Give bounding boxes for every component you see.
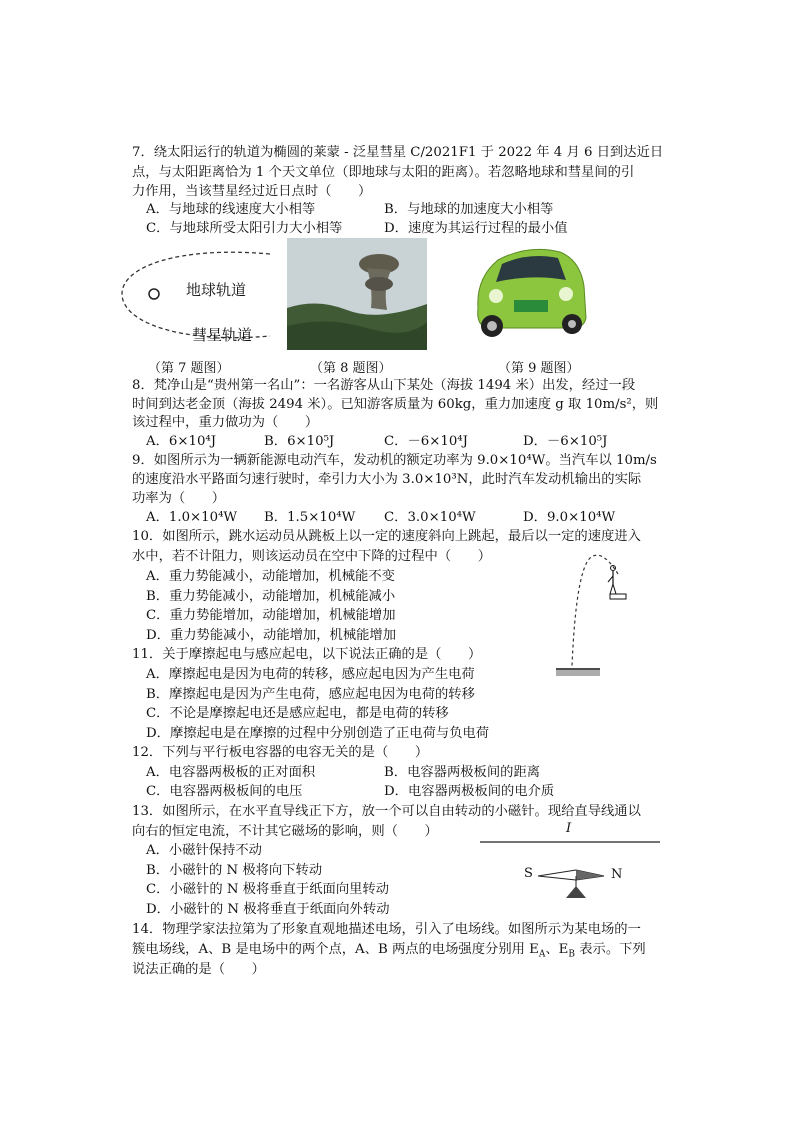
q7-line-3: 力作用，当该彗星经过近日点时（ ） xyxy=(132,184,372,199)
q9-option-c: C．3.0×10⁴W xyxy=(384,510,476,525)
earth-orbit-label: 地球轨道 xyxy=(186,281,247,299)
q7-line-2: 点，与太阳距离恰为 1 个天文单位（即地球与太阳的距离）。若忽略地球和彗星间的引 xyxy=(132,165,635,180)
current-label: I xyxy=(566,821,572,836)
q10-option-d: D．重力势能减小，动能增加，机械能增加 xyxy=(146,628,397,643)
q7-option-d: D．速度为其运行过程的最小值 xyxy=(384,221,568,236)
north-pole-label: N xyxy=(611,867,623,882)
q13-line-2: 向右的恒定电流，不计其它磁场的影响，则（ ） xyxy=(132,824,438,839)
q13-line-1: 13．如图所示，在水平直导线正下方，放一个可以自由转动的小磁针。现给直导线通以 xyxy=(132,804,641,819)
figure-8-caption: （第 8 题图） xyxy=(310,361,392,376)
q11-option-c: C．不论是摩擦起电还是感应起电，都是电荷的转移 xyxy=(146,706,449,721)
south-pole-label: S xyxy=(524,866,533,881)
q8-option-a: A．6×10⁴J xyxy=(146,434,217,449)
q11-option-d: D．摩擦起电是在摩擦的过程中分别创造了正电荷与负电荷 xyxy=(146,726,490,741)
q13-option-c: C．小磁针的 N 极将垂直于纸面向里转动 xyxy=(146,882,390,897)
q8-option-d: D．－6×10⁵J xyxy=(523,434,608,449)
electric-car-image xyxy=(468,238,592,342)
q13-option-d: D．小磁针的 N 极将垂直于纸面向外转动 xyxy=(146,902,390,917)
q10-option-b: B．重力势能减小，动能增加，机械能减小 xyxy=(146,589,396,604)
q9-option-a: A．1.0×10⁴W xyxy=(146,510,238,525)
q14-line-3: 说法正确的是（ ） xyxy=(132,962,265,977)
q8-line-2: 时间到达老金顶（海拔 2494 米）。已知游客质量为 60kg，重力加速度 g 取 10m/s²，则 xyxy=(132,397,659,412)
comet-orbit-label: 彗星轨道 xyxy=(192,326,253,344)
q14-line-1: 14．物理学家法拉第为了形象直观地描述电场，引入了电场线。如图所示为某电场的一 xyxy=(132,922,641,937)
q14-line-2-text: 簇电场线，A、B 是电场中的两个点，A、B 两点的电场强度分别用 E xyxy=(132,942,539,957)
q12-line-1: 12．下列与平行板电容器的电容无关的是（ ） xyxy=(132,745,429,760)
figure-7-caption: （第 7 题图） xyxy=(148,361,230,376)
q12-option-c: C．电容器两极板间的电压 xyxy=(146,784,303,799)
diver-diagram xyxy=(550,538,640,680)
q8-line-1: 8．梵净山是“贵州第一名山”：一名游客从山下某处（海拔 1494 米）出发，经过一段 xyxy=(132,378,636,393)
q9-line-2: 的速度沿水平路面匀速行驶时，牵引力大小为 3.0×10³N，此时汽车发动机输出的实际 xyxy=(132,472,642,487)
q12-option-b: B．电容器两极板间的距离 xyxy=(384,765,541,780)
q14-tail: 表示。下列 xyxy=(575,942,646,957)
q10-option-c: C．重力势能增加，动能增加，机械能增加 xyxy=(146,608,396,623)
q7-option-a: A．与地球的线速度大小相等 xyxy=(146,202,316,217)
q9-option-d: D．9.0×10⁴W xyxy=(523,510,616,525)
q7-option-b: B．与地球的加速度大小相等 xyxy=(384,202,554,217)
q10-line-2: 水中，若不计阻力，则该运动员在空中下降的过程中（ ） xyxy=(132,549,492,564)
q8-option-c: C．－6×10⁴J xyxy=(384,434,468,449)
q7-line-1: 7．绕太阳运行的轨道为椭圆的莱蒙 - 泛星彗星 C/2021F1 于 2022 年 4 月 6 日到达近日 xyxy=(132,145,664,160)
q13-option-b: B．小磁针的 N 极将向下转动 xyxy=(146,863,323,878)
q7-option-c: C．与地球所受太阳引力大小相等 xyxy=(146,221,343,236)
q8-option-b: B．6×10⁵J xyxy=(264,434,335,449)
q9-line-1: 9．如图所示为一辆新能源电动汽车，发动机的额定功率为 9.0×10⁴W。当汽车以 10m/s xyxy=(132,453,657,468)
q12-option-a: A．电容器两极板的正对面积 xyxy=(146,765,316,780)
q8-line-3: 该过程中，重力做功为（ ） xyxy=(132,415,319,430)
q11-line-1: 11．关于摩擦起电与感应起电，以下说法正确的是（ ） xyxy=(132,647,482,662)
q10-line-1: 10．如图所示，跳水运动员从跳板上以一定的速度斜向上跳起，最后以一定的速度进入 xyxy=(132,529,641,544)
q13-option-a: A．小磁针保持不动 xyxy=(146,843,262,858)
q11-option-b: B．摩擦起电是因为产生电荷，感应起电因为电荷的转移 xyxy=(146,687,475,702)
figure-9-caption: （第 9 题图） xyxy=(498,361,580,376)
q10-option-a: A．重力势能减小，动能增加，机械能不变 xyxy=(146,569,395,584)
q9-option-b: B．1.5×10⁴W xyxy=(264,510,356,525)
q11-option-a: A．摩擦起电是因为电荷的转移，感应起电因为产生电荷 xyxy=(146,667,475,682)
q14-mid: 、E xyxy=(545,942,569,957)
sun-icon xyxy=(149,289,159,299)
q12-option-d: D．电容器两极板间的电介质 xyxy=(384,784,555,799)
q9-line-3: 功率为（ ） xyxy=(132,491,226,506)
q14-sub-b: B xyxy=(568,949,575,960)
q14-sub-a: A xyxy=(538,949,546,960)
mountain-rock-photo xyxy=(287,238,427,350)
